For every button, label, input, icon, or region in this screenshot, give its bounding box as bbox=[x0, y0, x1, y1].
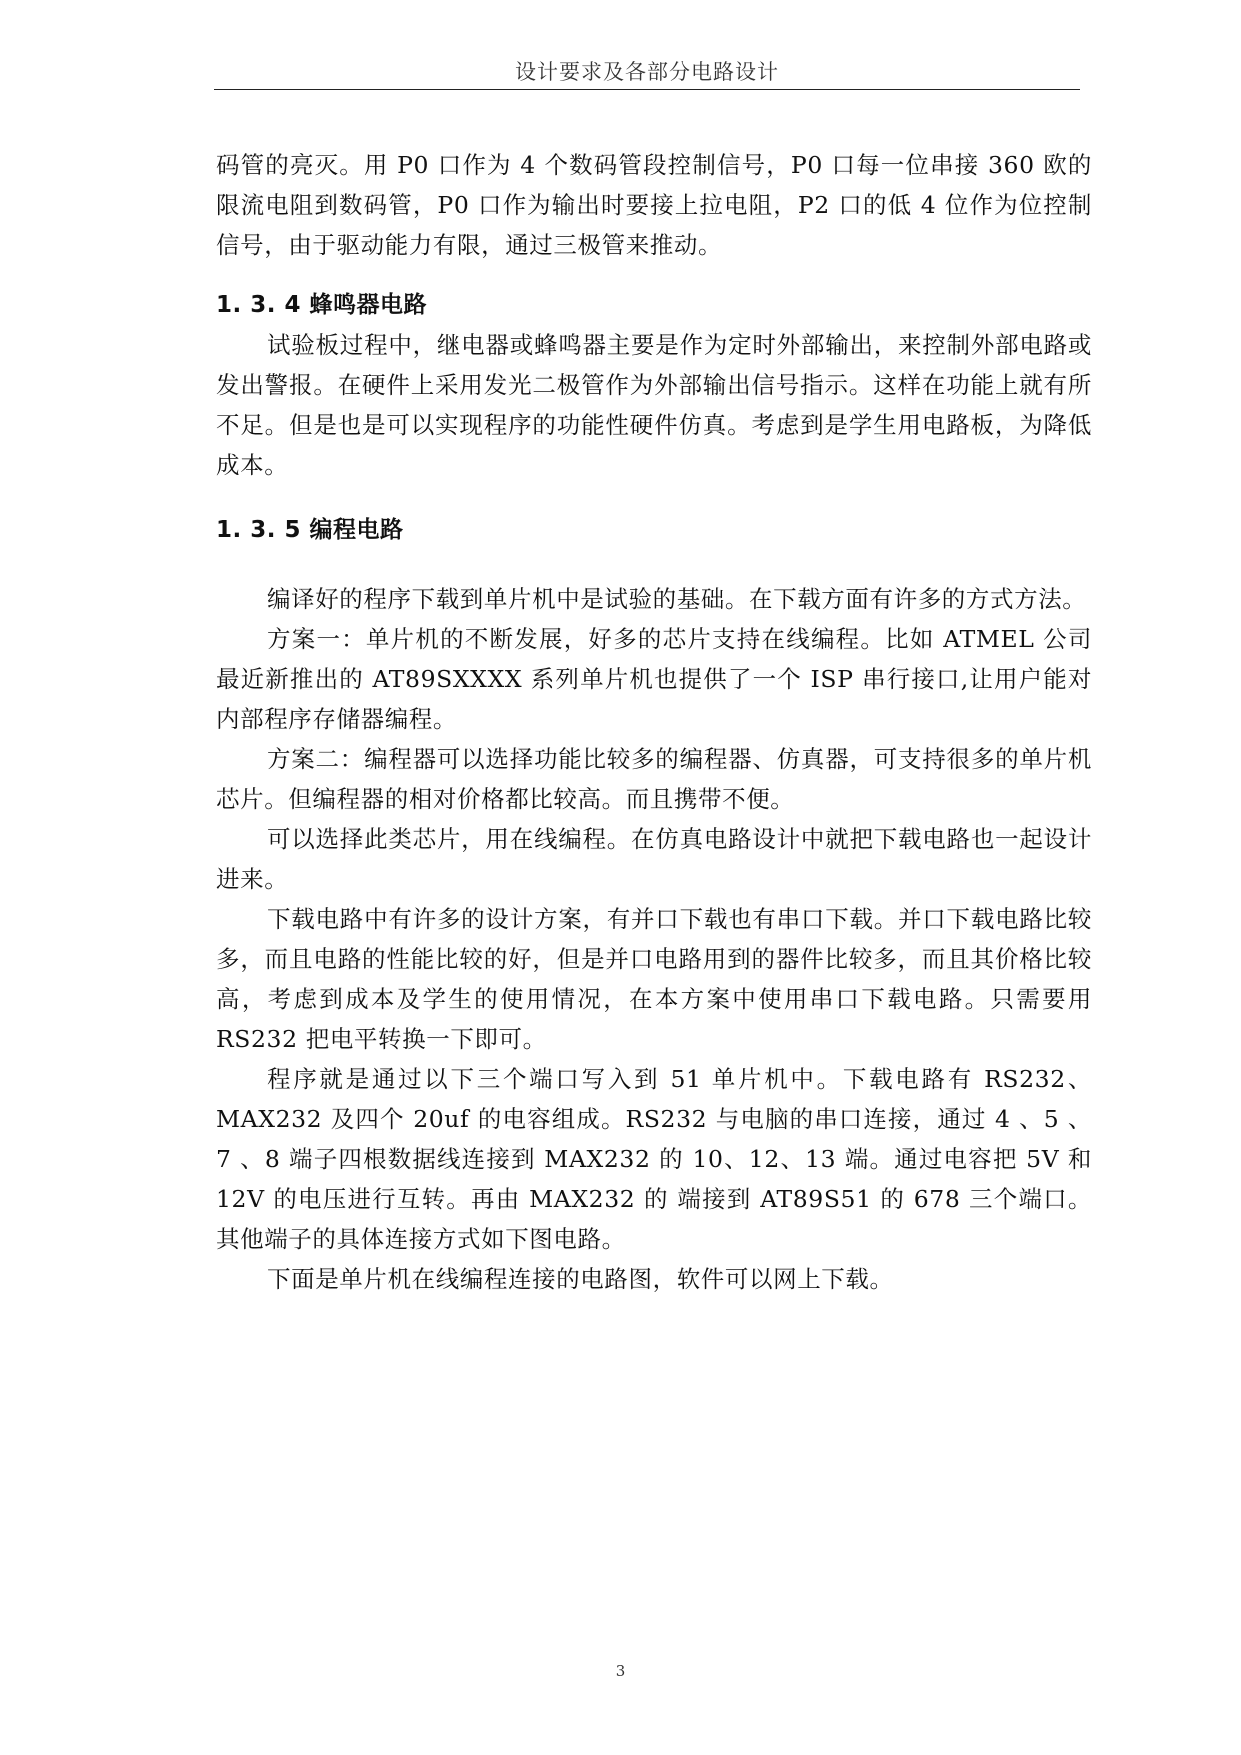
page-number: 3 bbox=[615, 1662, 626, 1680]
body-text bbox=[216, 145, 1092, 1299]
section-heading-1-3-5: 1. 3. 5 编程电路 bbox=[216, 517, 404, 543]
section-heading-1-3-4: 1. 3. 4 蜂鸣器电路 bbox=[216, 292, 428, 318]
paragraph: 下面是单片机在线编程连接的电路图，软件可以网上下载。 bbox=[267, 1265, 894, 1293]
paragraph: 试验板过程中，继电器或蜂鸣器主要是作为定时外部输出，来控制外部电路或发出警报。在硬件上采用发光二极管作为外部输出信号指示。这样在功能上就有所不足。但是也是可以实现程序的功能性硬件仿真。考虑到是学生用电路板，为降低成本。 bbox=[216, 331, 1092, 479]
paragraph: 程序就是通过以下三个端口写入到 51 单片机中。下载电路有 RS232、MAX232 及四个 20uf 的电容组成。RS232 与电脑的串口连接，通过 4 、5 、7 、8 端子四根数据线连接到 MAX232 的 10、12、13 端。通过电容把 5V 和 12V 的电压进行互转。再由 MAX232 的 端接到 AT89S51 的 678 三个端口。其他端子的具体连接方式如下图电路。 bbox=[216, 1065, 1092, 1253]
paragraph: 方案二：编程器可以选择功能比较多的编程器、仿真器，可支持很多的单片机芯片。但编程器的相对价格都比较高。而且携带不便。 bbox=[216, 745, 1092, 813]
paragraph: 下载电路中有许多的设计方案，有并口下载也有串口下载。并口下载电路比较多，而且电路的性能比较的好，但是并口电路用到的器件比较多，而且其价格比较高，考虑到成本及学生的使用情况，在本方案中使用串口下载电路。只需要用 RS232 把电平转换一下即可。 bbox=[216, 905, 1092, 1053]
header-rule bbox=[214, 89, 1080, 90]
paragraph: 可以选择此类芯片，用在线编程。在仿真电路设计中就把下载电路也一起设计进来。 bbox=[216, 825, 1092, 893]
paragraph: 编译好的程序下载到单片机中是试验的基础。在下载方面有许多的方式方法。 bbox=[267, 585, 1087, 613]
intro-paragraph: 码管的亮灭。用 P0 口作为 4 个数码管段控制信号，P0 口每一位串接 360 欧的限流电阻到数码管，P0 口作为输出时要接上拉电阻，P2 口的低 4 位作为位控制信号，由于驱动能力有限，通过三极管来推动。 bbox=[216, 151, 1092, 259]
paragraph: 方案一：单片机的不断发展，好多的芯片支持在线编程。比如 ATMEL 公司最近新推出的 AT89SXXXX 系列单片机也提供了一个 ISP 串行接口,让用户能对内部程序存储器编程。 bbox=[216, 625, 1092, 733]
running-header: 设计要求及各部分电路设计 bbox=[515, 60, 779, 84]
